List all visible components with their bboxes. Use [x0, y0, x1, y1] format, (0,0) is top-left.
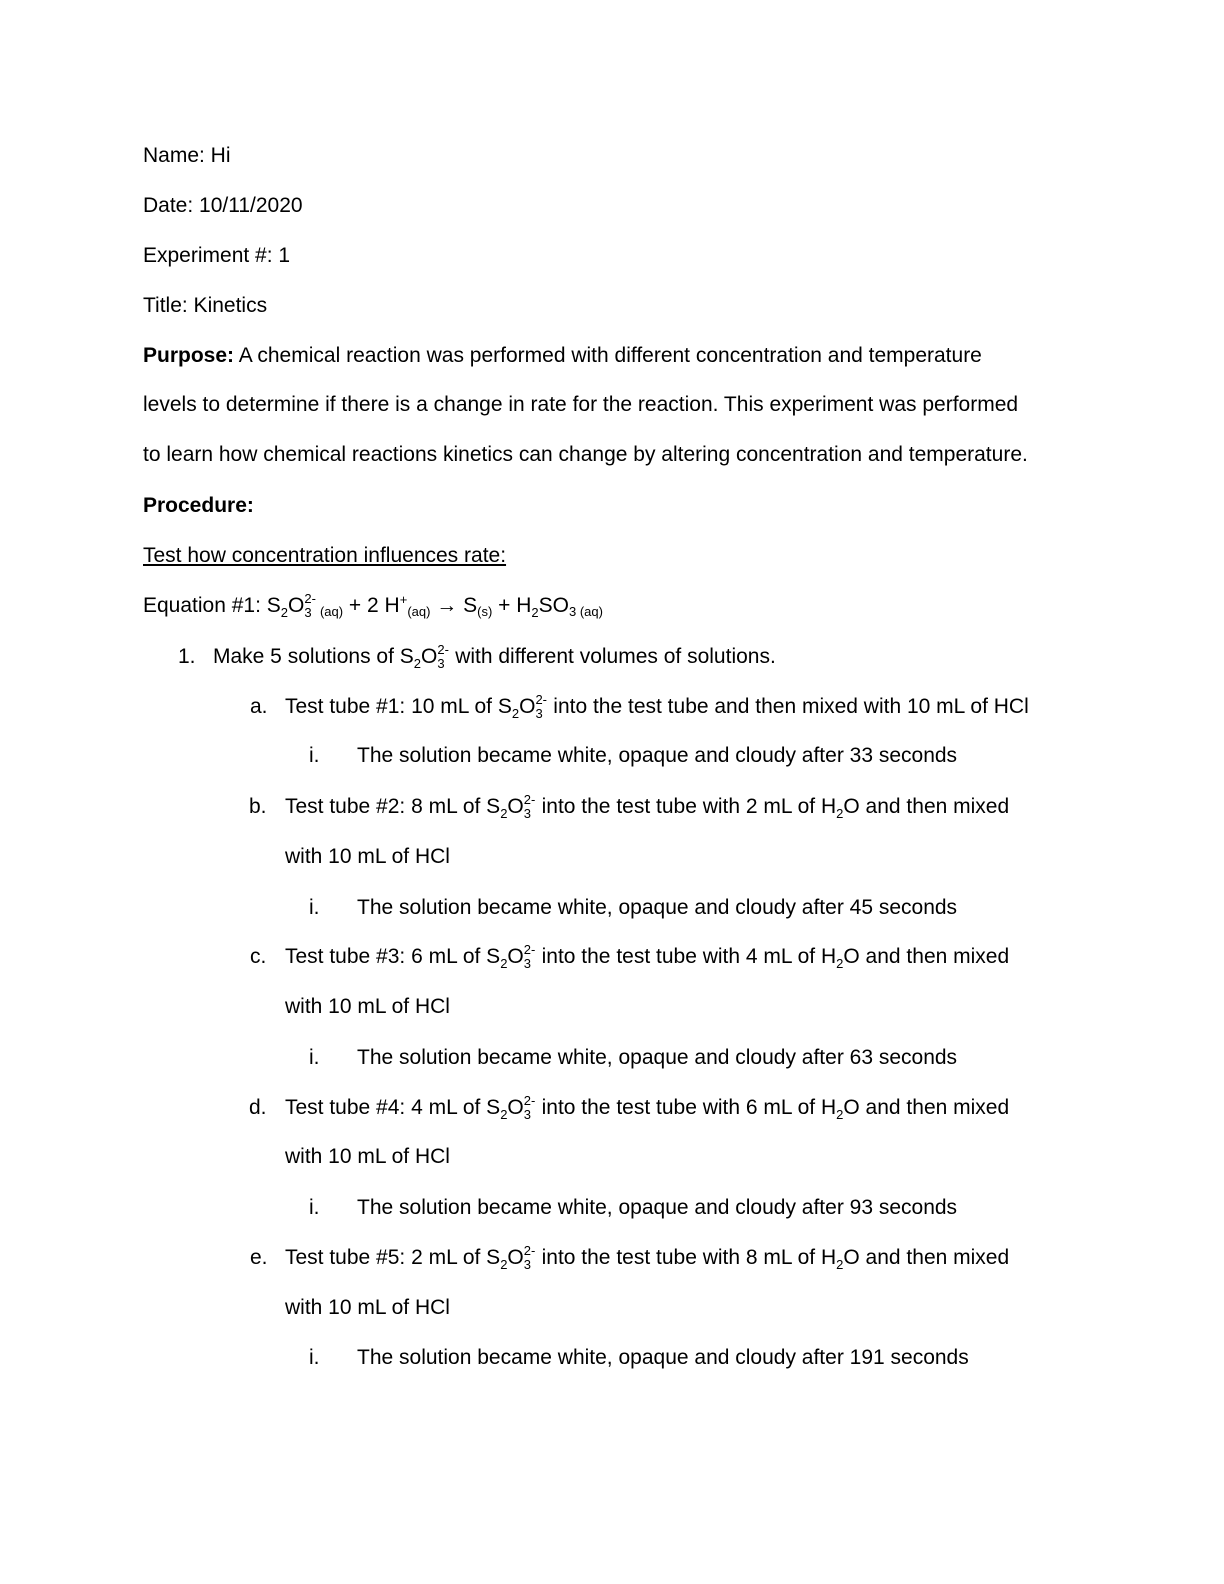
step-1-text: Make 5 solutions of $S_2O$ 2- 3 with different volumes of solutions.	[213, 642, 776, 671]
chemical-equation: $S_2O$ 2- 3 (aq) + 2 $H^+(aq) \to S(s) + H_2SO3$ (aq)	[266, 591, 603, 620]
name-line: Name: Hi	[143, 144, 231, 167]
item-d-text: Test tube #4: 4 mL of $S_2O$ 2- 3 into the test tube with 6 mL of $H_2O$ and then mixed	[285, 1093, 1010, 1122]
item-e-text: Test tube #5: 2 mL of $S_2O$ 2- 3 into the test tube with 8 mL of $H_2O$ and then mixed	[285, 1243, 1010, 1272]
procedure-heading: Procedure:	[143, 494, 254, 517]
purpose-text-1: A chemical reaction was performed with different concentration and temperature	[234, 344, 982, 367]
item-a-result: The solution became white, opaque and cloudy after 33 seconds	[357, 744, 958, 767]
date-line: Date: 10/11/2020	[143, 194, 303, 217]
item-b-marker: b.	[249, 795, 267, 818]
item-a-result-marker: i.	[309, 744, 320, 767]
item-c-text: Test tube #3: 6 mL of $S_2O$ 2- 3 into the test tube with 4 mL of $H_2O$ and then mixed	[285, 942, 1010, 971]
step-1-marker: 1.	[178, 645, 196, 668]
procedure-subheading: Test how concentration influences rate:	[143, 544, 507, 567]
item-b-result-marker: i.	[309, 896, 320, 919]
experiment-line: Experiment #: 1	[143, 244, 291, 267]
item-b-continuation: with 10 mL of HCl	[285, 845, 450, 868]
item-e-result: The solution became white, opaque and cloudy after 191 seconds	[357, 1346, 969, 1369]
item-c-continuation: with 10 mL of HCl	[285, 995, 450, 1018]
item-d-result-marker: i.	[309, 1196, 320, 1219]
item-d-result: The solution became white, opaque and cloudy after 93 seconds	[357, 1196, 958, 1219]
item-b-result: The solution became white, opaque and cloudy after 45 seconds	[357, 896, 958, 919]
item-a-text: Test tube #1: 10 mL of $S_2O$ 2- 3 into the test tube and then mixed with 10 mL of HCl	[285, 692, 1029, 721]
item-c-marker: c.	[250, 945, 267, 968]
purpose-line-3: to learn how chemical reactions kinetics can change by altering concentration and temperature.	[143, 443, 1028, 466]
item-e-marker: e.	[250, 1246, 268, 1269]
item-e-result-marker: i.	[309, 1346, 320, 1369]
item-d-marker: d.	[249, 1096, 267, 1119]
item-b-text: Test tube #2: 8 mL of $S_2O$ 2- 3 into the test tube with 2 mL of $H_2O$ and then mixed	[285, 792, 1010, 821]
item-d-continuation: with 10 mL of HCl	[285, 1145, 450, 1168]
item-a-marker: a.	[250, 695, 268, 718]
equation-line	[143, 591, 603, 624]
purpose-label: Purpose:	[143, 344, 235, 367]
purpose-line-1	[143, 344, 982, 368]
equation-label: Equation #1:	[143, 594, 267, 617]
item-e-continuation: with 10 mL of HCl	[285, 1296, 450, 1319]
title-line: Title: Kinetics	[143, 294, 268, 317]
item-c-result-marker: i.	[309, 1046, 320, 1069]
purpose-line-2: levels to determine if there is a change in rate for the reaction. This experiment was performed	[143, 393, 1019, 416]
item-c-result: The solution became white, opaque and cloudy after 63 seconds	[357, 1046, 958, 1069]
